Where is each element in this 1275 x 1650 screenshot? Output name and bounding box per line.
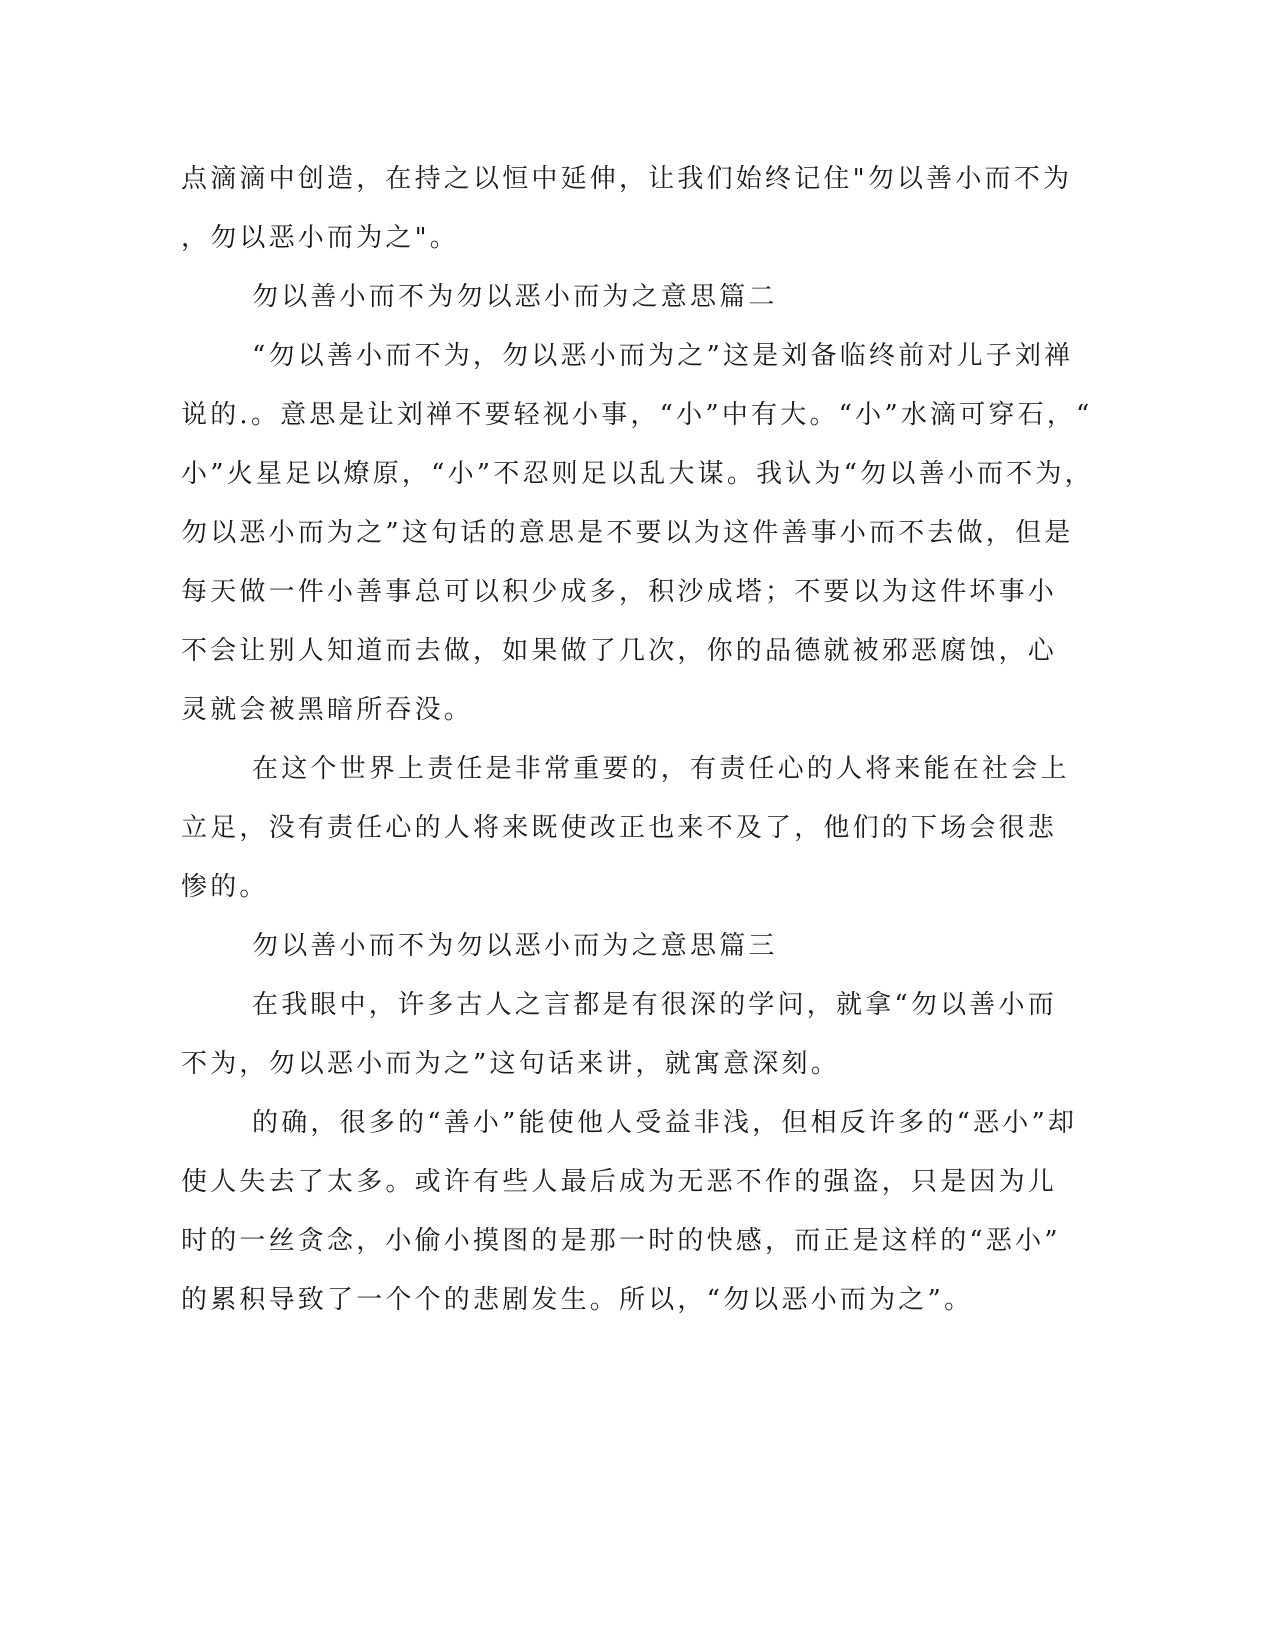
text-line: “勿以善小而不为，勿以恶小而为之”这是刘备临终前对儿子刘禅 bbox=[252, 341, 1074, 371]
text-line: 勿以恶小而为之”这句话的意思是不要以为这件善事小而不去做，但是 bbox=[181, 518, 1074, 548]
text-line: 小”火星足以燎原，“小”不忍则足以乱大谋。我认为“勿以善小而不为， bbox=[181, 459, 1094, 489]
section-heading: 勿以善小而不为勿以恶小而为之意思篇二 bbox=[252, 282, 778, 312]
text-line: 使人失去了太多。或许有些人最后成为无恶不作的强盗，只是因为儿 bbox=[181, 1167, 1058, 1197]
text-line: 说的.。意思是让刘禅不要轻视小事，“小”中有大。“小”水滴可穿石，“ bbox=[181, 400, 1093, 430]
text-line: 在我眼中，许多古人之言都是有很深的学问，就拿“勿以善小而 bbox=[252, 990, 1057, 1020]
text-line: 的累积导致了一个个的悲剧发生。所以，“勿以恶小而为之”。 bbox=[181, 1285, 974, 1315]
text-line: 惨的。 bbox=[181, 872, 269, 902]
text-line: 的确，很多的“善小”能使他人受益非浅，但相反许多的“恶小”却 bbox=[252, 1108, 1078, 1138]
text-line: 时的一丝贪念，小偷小摸图的是那一时的快感，而正是这样的“恶小” bbox=[181, 1226, 1061, 1256]
text-line: 立足，没有责任心的人将来既使改正也来不及了，他们的下场会很悲 bbox=[181, 813, 1058, 843]
text-line: ，勿以恶小而为之"。 bbox=[181, 223, 459, 253]
text-line: 不为，勿以恶小而为之”这句话来讲，就寓意深刻。 bbox=[181, 1049, 840, 1079]
document-page bbox=[181, 150, 1094, 1330]
text-line: 每天做一件小善事总可以积少成多，积沙成塔；不要以为这件坏事小 bbox=[181, 577, 1058, 607]
text-line: 灵就会被黑暗所吞没。 bbox=[181, 695, 474, 725]
section-heading: 勿以善小而不为勿以恶小而为之意思篇三 bbox=[252, 931, 778, 961]
text-line: 点滴滴中创造，在持之以恒中延伸，让我们始终记住"勿以善小而不为 bbox=[181, 164, 1073, 194]
text-line: 在这个世界上责任是非常重要的，有责任心的人将来能在社会上 bbox=[252, 754, 1070, 784]
text-line: 不会让别人知道而去做，如果做了几次，你的品德就被邪恶腐蚀，心 bbox=[181, 636, 1058, 666]
